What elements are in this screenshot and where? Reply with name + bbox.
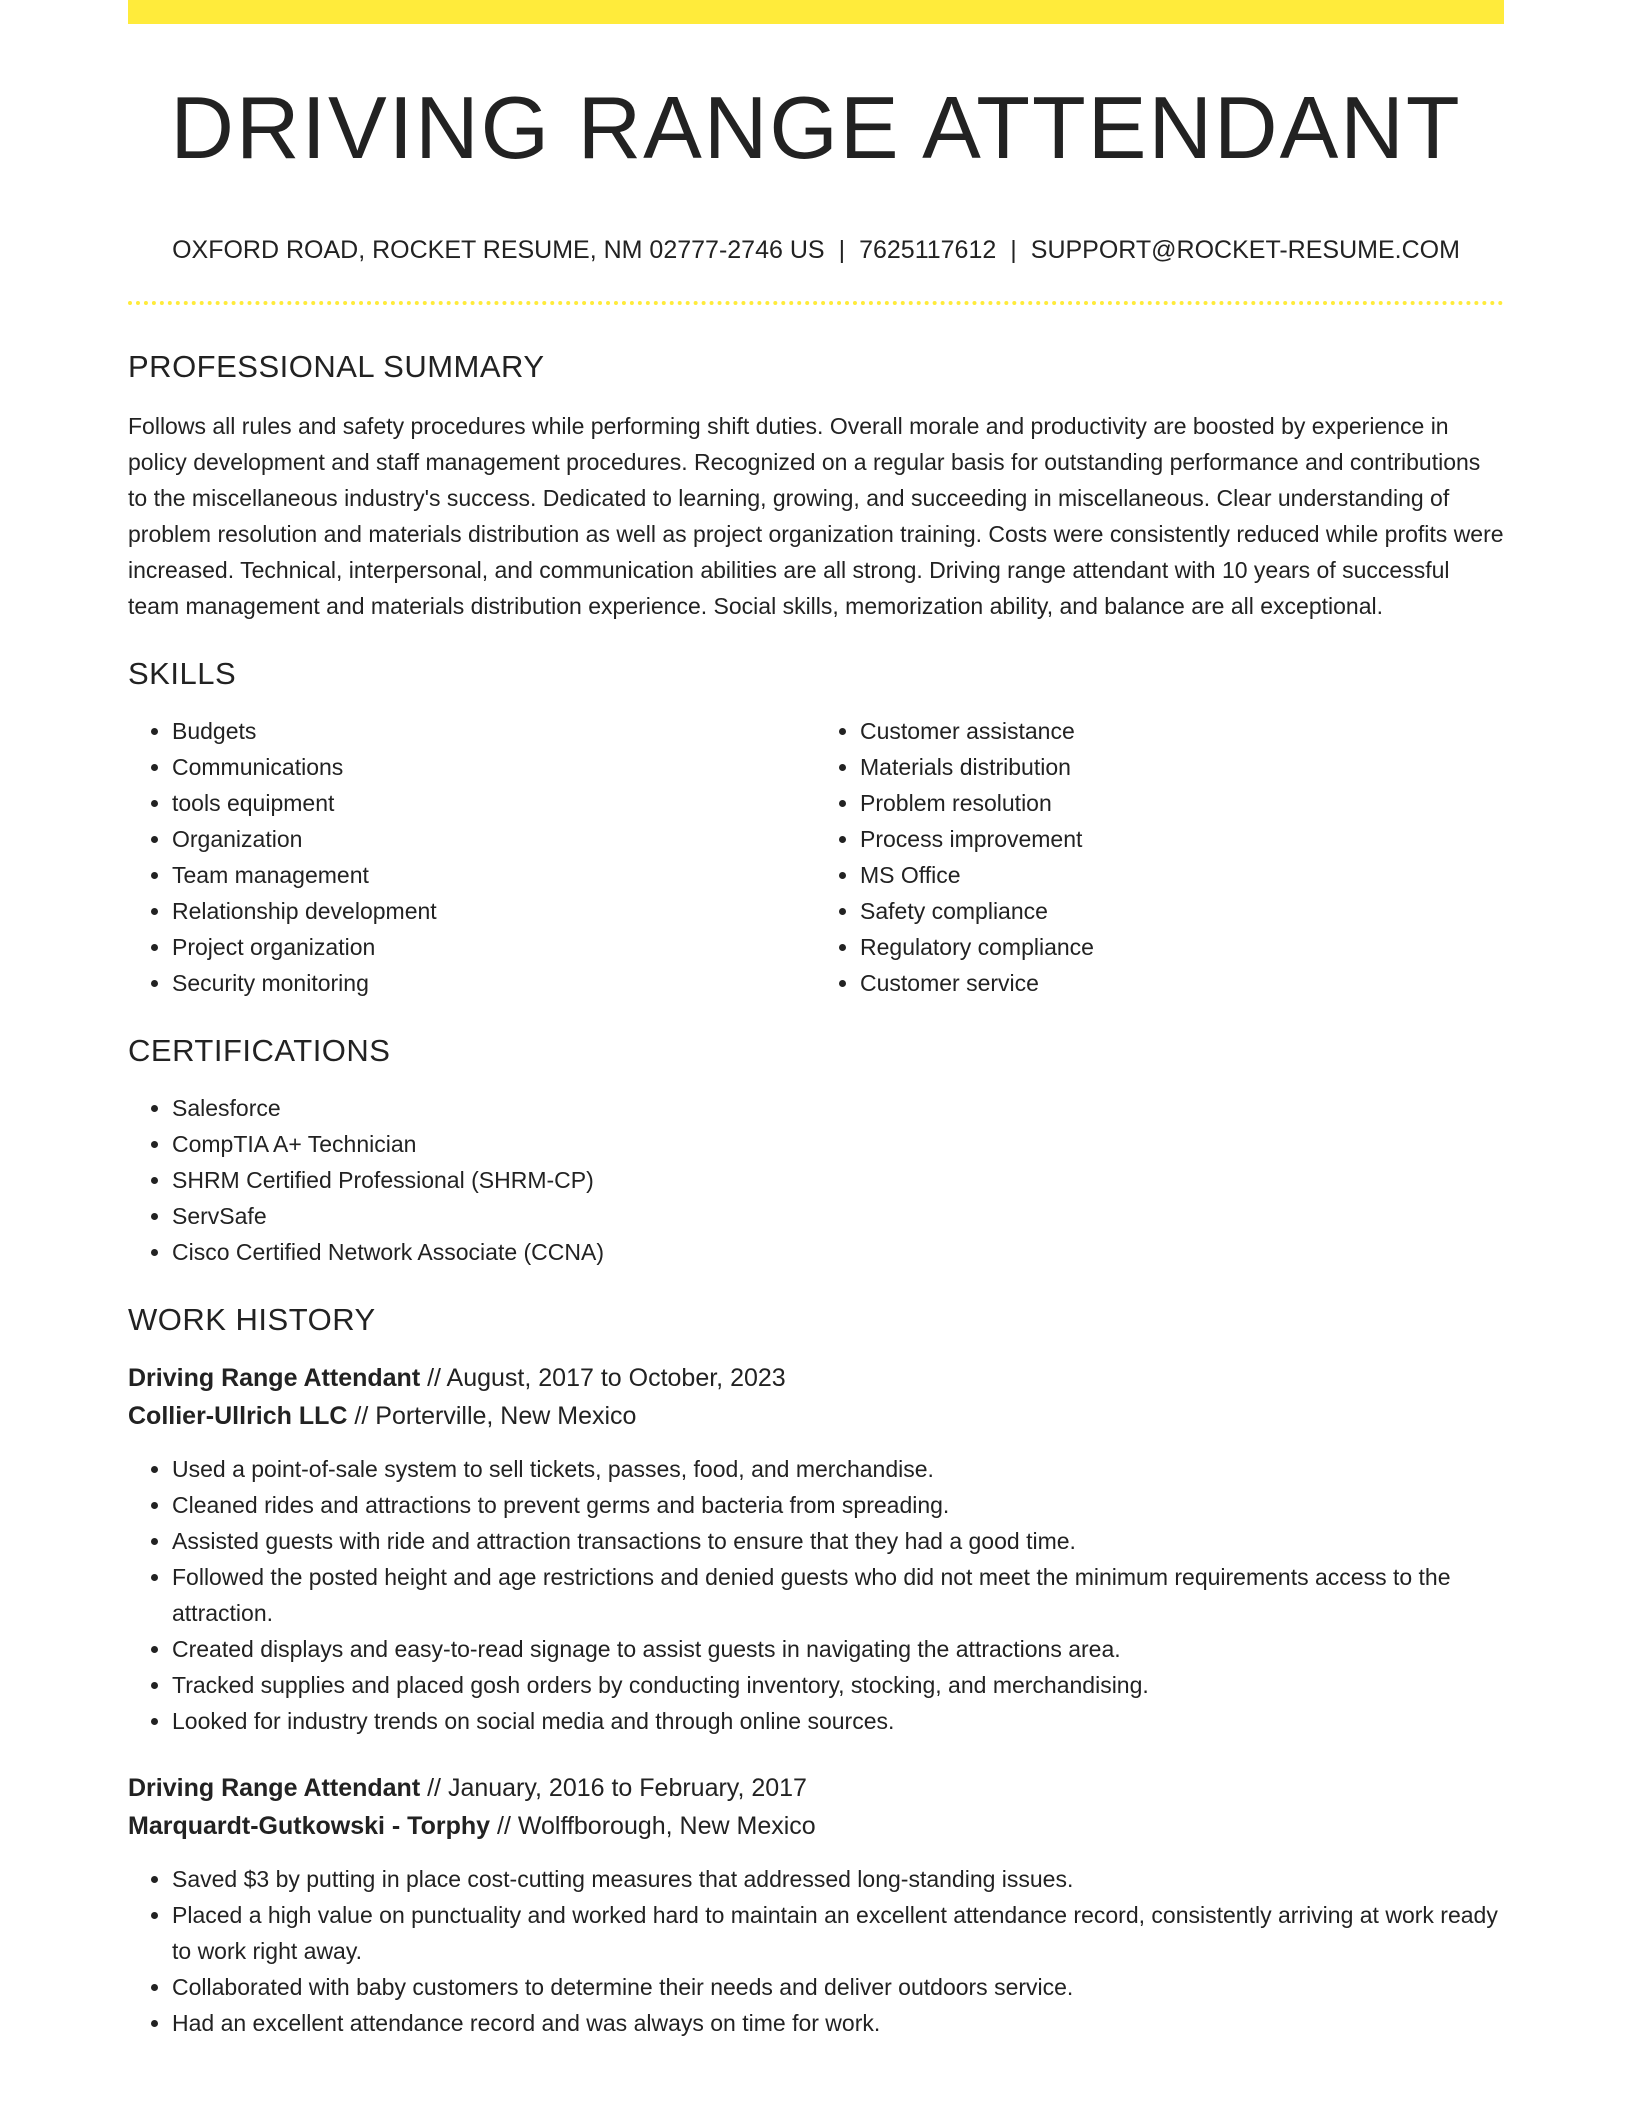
- skill-item: • Problem resolution: [860, 785, 1504, 821]
- job-duty-item: • Assisted guests with ride and attraction transactions to ensure that they had a good time.: [172, 1523, 1504, 1559]
- job-duty-item: • Looked for industry trends on social media and through online sources.: [172, 1703, 1504, 1739]
- job-separator: //: [420, 1774, 448, 1802]
- skill-item: • Regulatory compliance: [860, 929, 1504, 965]
- certifications-list: [128, 1090, 1504, 1270]
- job-duty-item: • Placed a high value on punctuality and worked hard to maintain an excellent attendance record, consistently arriving at work ready to work right away.: [172, 1897, 1504, 1969]
- skill-item: • Organization: [172, 821, 816, 857]
- skill-item: • Safety compliance: [860, 893, 1504, 929]
- work-history-heading: WORK HISTORY: [128, 1302, 376, 1337]
- certification-item: • SHRM Certified Professional (SHRM-CP): [172, 1162, 1504, 1198]
- certification-item: • ServSafe: [172, 1198, 1504, 1234]
- job-duty-item: • Had an excellent attendance record and was always on time for work.: [172, 2005, 1504, 2041]
- job-dates: January, 2016 to February, 2017: [447, 1774, 807, 1802]
- contact-phone: 7625117612: [859, 236, 997, 264]
- skills-columns: [128, 713, 1504, 1001]
- job-company: Marquardt-Gutkowski - Torphy: [128, 1812, 491, 1840]
- job-dates: August, 2017 to October, 2023: [446, 1364, 786, 1392]
- contact-separator: |: [838, 236, 846, 264]
- summary-heading: PROFESSIONAL SUMMARY: [128, 349, 545, 384]
- job-separator: //: [420, 1364, 447, 1392]
- job-duty-item: • Saved $3 by putting in place cost-cutting measures that addressed long-standing issues.: [172, 1861, 1504, 1897]
- top-accent-bar: [128, 0, 1504, 24]
- job-separator: //: [347, 1402, 376, 1430]
- resume-page: [128, 0, 1504, 2041]
- header-divider: [128, 301, 1504, 305]
- job-separator: //: [490, 1812, 518, 1840]
- job-duty-item: • Collaborated with baby customers to determine their needs and deliver outdoors service.: [172, 1969, 1504, 2005]
- skill-item: • Materials distribution: [860, 749, 1504, 785]
- skill-item: • Customer service: [860, 965, 1504, 1001]
- contact-address: OXFORD ROAD, ROCKET RESUME, NM 02777-2746 US: [172, 236, 825, 264]
- skill-item: • Customer assistance: [860, 713, 1504, 749]
- certification-item: • Cisco Certified Network Associate (CCNA): [172, 1234, 1504, 1270]
- job-duty-item: • Tracked supplies and placed gosh orders by conducting inventory, stocking, and merchandising.: [172, 1667, 1504, 1703]
- contact-email: SUPPORT@ROCKET-RESUME.COM: [1030, 236, 1460, 264]
- skill-item: • Project organization: [172, 929, 816, 965]
- job-duty-item: • Used a point-of-sale system to sell tickets, passes, food, and merchandise.: [172, 1451, 1504, 1487]
- job-title: Driving Range Attendant: [128, 1774, 421, 1802]
- certification-item: • CompTIA A+ Technician: [172, 1126, 1504, 1162]
- job-duties-list: [128, 1861, 1504, 2041]
- skills-left-list: [128, 713, 816, 1001]
- skill-item: • Team management: [172, 857, 816, 893]
- job-location: Wolffborough, New Mexico: [517, 1812, 816, 1840]
- contact-separator: |: [1010, 236, 1017, 264]
- skill-item: • Relationship development: [172, 893, 816, 929]
- summary-text: Follows all rules and safety procedures while performing shift duties. Overall morale and productivity are boosted by experience in policy development and staff management procedures. Recognized on a regular basis for outstanding performance and contributions to the miscellaneous industry's success. Dedicated to learning, growing, and succeeding in miscellaneous. Clear understanding of problem resolution and materials distribution as well as project organization training. Costs were consistently reduced while profits were increased. Technical, interpersonal, and communication abilities are all strong. Driving range attendant with 10 years of successful team management and materials distribution experience. Social skills, memorization ability, and balance are all exceptional.: [128, 413, 1504, 619]
- certification-item: • Salesforce: [172, 1090, 1504, 1126]
- job-title-line: [128, 1769, 1504, 1807]
- skill-item: • Communications: [172, 749, 816, 785]
- job-duty-item: • Cleaned rides and attractions to prevent germs and bacteria from spreading.: [172, 1487, 1504, 1523]
- skill-item: • Process improvement: [860, 821, 1504, 857]
- job-company-line: [128, 1807, 1504, 1845]
- skill-item: • tools equipment: [172, 785, 816, 821]
- resume-title: DRIVING RANGE ATTENDANT: [170, 78, 1462, 177]
- job-duty-item: • Created displays and easy-to-read signage to assist guests in navigating the attractions area.: [172, 1631, 1504, 1667]
- skill-item: • Security monitoring: [172, 965, 816, 1001]
- job-location: Porterville, New Mexico: [375, 1402, 637, 1430]
- job-duties-list: [128, 1451, 1504, 1739]
- job-duty-item: • Followed the posted height and age restrictions and denied guests who did not meet the minimum requirements access to the attraction.: [172, 1559, 1504, 1631]
- skills-right-list: [816, 713, 1504, 1001]
- skill-item: • Budgets: [172, 713, 816, 749]
- job-company-line: [128, 1397, 1504, 1435]
- job-title: Driving Range Attendant: [128, 1364, 421, 1392]
- job-company: Collier-Ullrich LLC: [128, 1402, 348, 1430]
- job-title-line: [128, 1359, 1504, 1397]
- skills-heading: SKILLS: [128, 656, 237, 691]
- certifications-heading: CERTIFICATIONS: [128, 1033, 391, 1068]
- skill-item: • MS Office: [860, 857, 1504, 893]
- contact-line: [128, 238, 1504, 263]
